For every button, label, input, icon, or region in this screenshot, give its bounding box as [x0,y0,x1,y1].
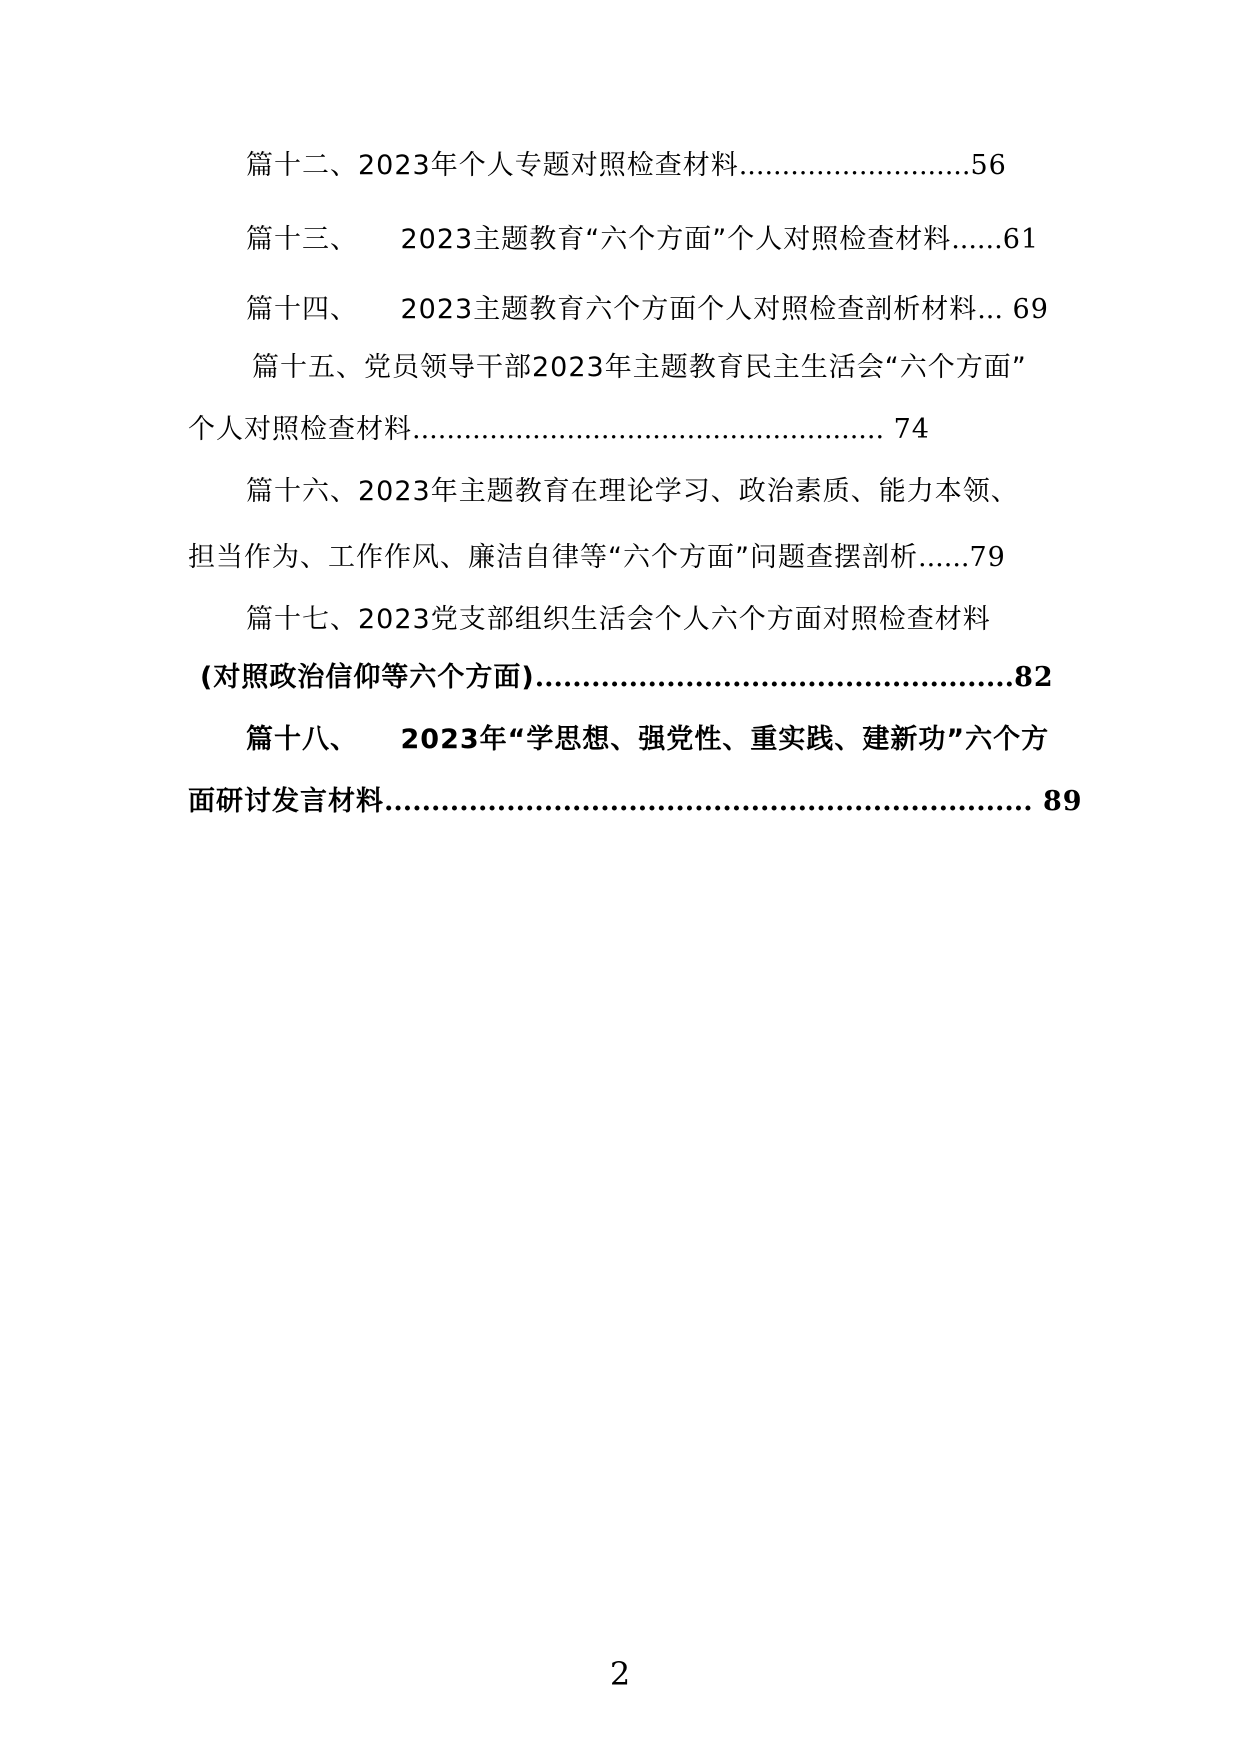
toc-entry-title: 篇十七、2023党支部组织生活会个人六个方面对照检查材料 [246,604,991,635]
toc-leader-dots: ... [977,294,1003,325]
toc-entry-title: 篇十五、党员领导干部2023年主题教育民主生活会“六个方面” [252,352,1027,383]
toc-entry-17-line-2[interactable] [200,660,1054,696]
toc-leader-dots: ...... [917,542,970,573]
toc-entry-12[interactable] [246,148,1007,184]
toc-entry-18-line-2[interactable] [188,784,1083,820]
toc-entry-title: 篇十六、2023年主题教育在理论学习、政治素质、能力本领、 [246,476,1019,507]
toc-page-number: 74 [884,414,930,445]
toc-page-number: 69 [1002,294,1049,325]
toc-entry-title: 篇十二、2023年个人专题对照检查材料 [246,150,739,181]
toc-leader-dots: ................................................... [534,662,1015,693]
toc-page-number: 89 [1032,786,1083,817]
toc-entry-15-line-1[interactable] [252,350,1027,386]
toc-entry-title: 个人对照检查材料 [188,414,412,445]
toc-page-number: 79 [969,542,1006,573]
toc-entry-title: (对照政治信仰等六个方面) [200,662,535,693]
toc-page-number: 82 [1014,662,1054,693]
toc-entry-title: 篇十四、 2023主题教育六个方面个人对照检查剖析材料 [246,294,978,325]
toc-entry-title: 篇十八、 2023年“学思想、强党性、重实践、建新功”六个方 [246,724,1050,755]
toc-entry-16-line-2[interactable] [188,540,1006,576]
toc-entry-15-line-2[interactable] [188,412,930,448]
toc-entry-title: 篇十三、 2023主题教育“六个方面”个人对照检查材料 [246,224,952,255]
toc-entry-16-line-1[interactable] [246,474,1019,510]
toc-entry-title: 担当作为、工作作风、廉洁自律等“六个方面”问题查摆剖析 [188,542,918,573]
toc-entry-13[interactable] [246,222,1039,258]
toc-leader-dots: ...... [951,224,1003,255]
toc-entry-14[interactable] [246,292,1049,328]
toc-entry-title: 面研讨发言材料 [188,786,384,817]
toc-leader-dots: ....................................................... [412,414,885,445]
toc-leader-dots: ..................................................................... [384,786,1033,817]
toc-leader-dots: ........................... [738,150,971,181]
toc-entry-17-line-1[interactable] [246,602,991,638]
toc-entry-18-line-1[interactable] [246,722,1049,758]
footer-page-number: 2 [609,1655,631,1693]
toc-page-number: 56 [970,150,1007,181]
toc-page-number: 61 [1002,224,1040,255]
